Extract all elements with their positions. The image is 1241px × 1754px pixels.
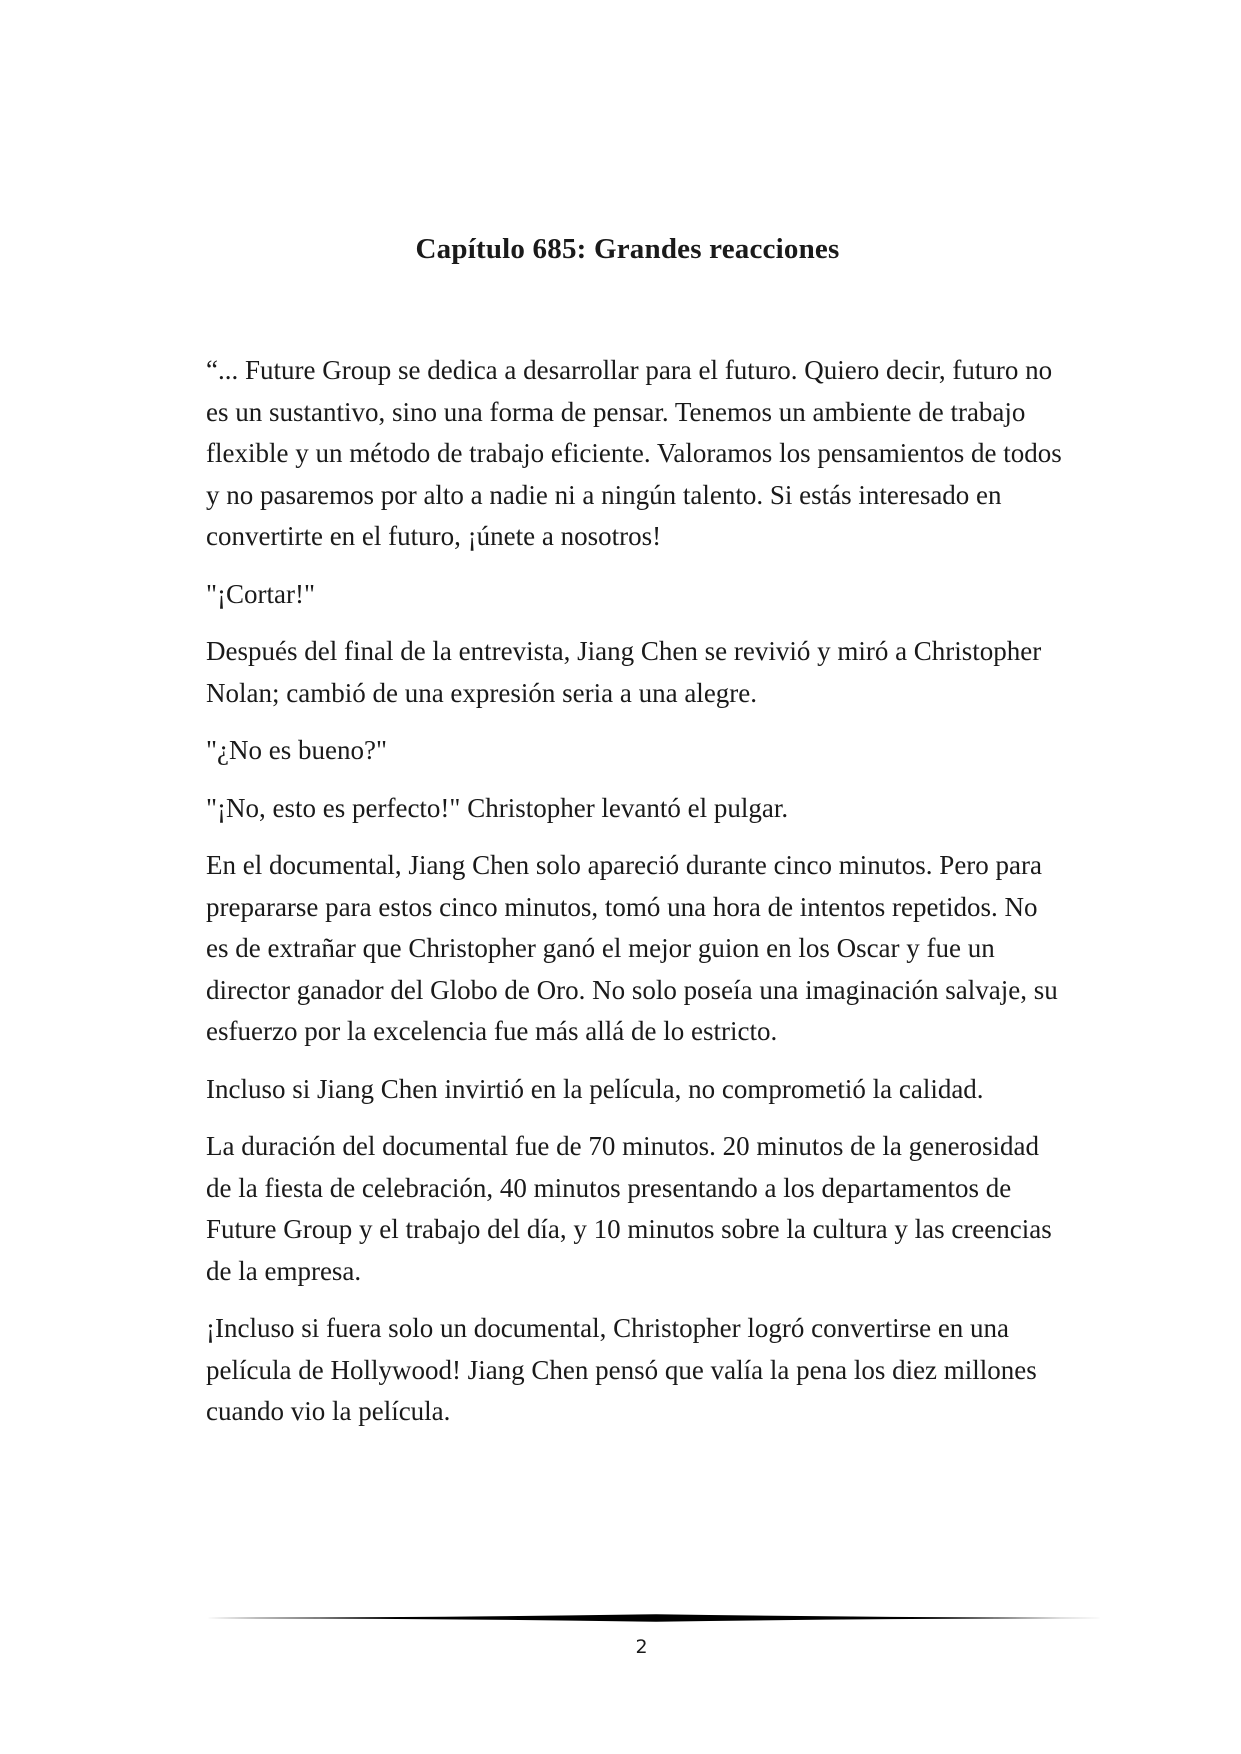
paragraph: "¿No es bueno?" — [206, 735, 387, 765]
paragraph: "¡Cortar!" — [206, 578, 316, 609]
paragraph: “... Future Group se dedica a desarrollar para el futuro. Quiero decir, futuro no es un sustantivo, sino una forma de pensar. Tenemos un ambiente de trabajo flexible y un método de trabajo eficiente. Valoramos los pensamientos de todos y no pasaremos por alto a nadie ni a ningún talento. Si estás interesado en convertirte en el futuro, ¡únete a nosotros! — [206, 355, 1062, 551]
paragraph: Incluso si Jiang Chen invirtió en la película, no comprometió la calidad. — [206, 1073, 984, 1104]
paragraph: La duración del documental fue de 70 minutos. 20 minutos de la generosidad de la fiesta de celebración, 40 minutos presentando a los departamentos de Future Group y el trabajo del día, y 10 minutos sobre la cultura y las creencias de la empresa. — [206, 1131, 1052, 1286]
chapter-title: Capítulo 685: Grandes reacciones — [415, 233, 840, 265]
page-number: 2 — [635, 1636, 648, 1658]
paragraph: Después del final de la entrevista, Jiang Chen se revivió y miró a Christopher Nolan; cambió de una expresión seria a una alegre. — [206, 636, 1042, 708]
footer-divider — [206, 1611, 1104, 1625]
paragraph: En el documental, Jiang Chen solo apareció durante cinco minutos. Pero para prepararse para estos cinco minutos, tomó una hora de intentos repetidos. No es de extrañar que Christopher ganó el mejor guion en los Oscar y fue un director ganador del Globo de Oro. No solo poseía una imaginación salvaje, su esfuerzo por la excelencia fue más allá de lo estricto. — [206, 850, 1058, 1046]
chapter-body — [206, 350, 1066, 1449]
paragraph: ¡Incluso si fuera solo un documental, Christopher logró convertirse en una película de Hollywood! Jiang Chen pensó que valía la pena los diez millones cuando vio la película. — [206, 1313, 1037, 1426]
paragraph: "¡No, esto es perfecto!" Christopher levantó el pulgar. — [206, 792, 789, 823]
